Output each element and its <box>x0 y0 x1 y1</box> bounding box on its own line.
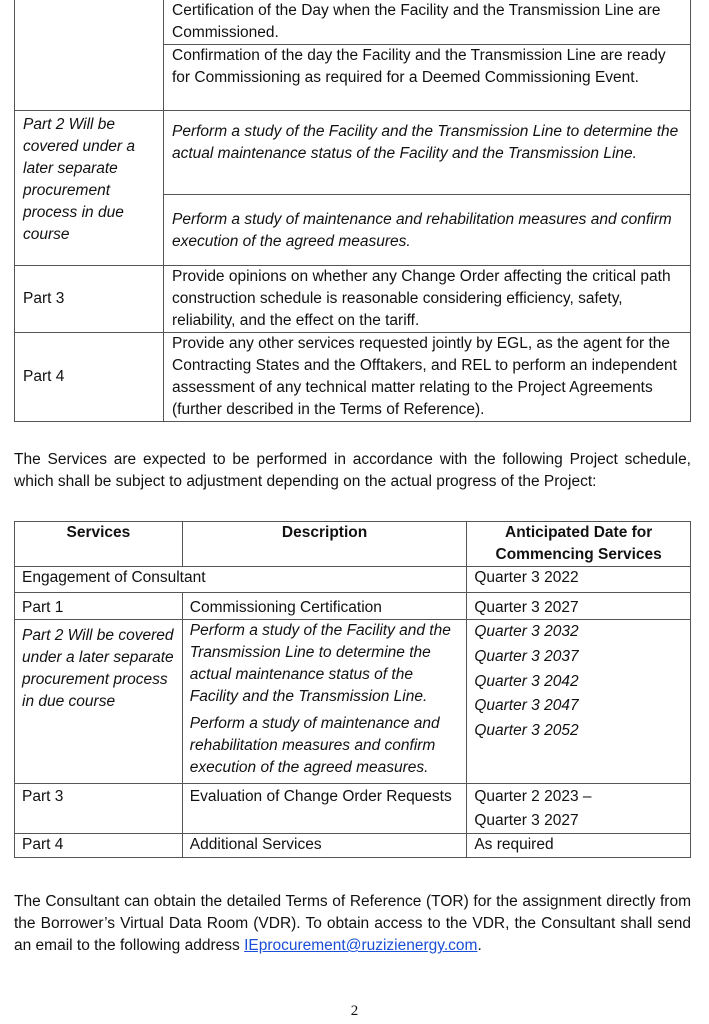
row-description: Certification of the Day when the Facility and the Transmission Line are Commissioned. <box>164 0 691 45</box>
part2-date: Quarter 3 2032 <box>474 623 579 640</box>
closing-period: . <box>477 937 482 954</box>
table-row <box>15 266 691 333</box>
part2-date: Quarter 3 2052 <box>474 722 579 740</box>
part4-description: Additional Services <box>182 834 467 858</box>
part3-label: Part 3 <box>15 266 164 333</box>
closing-text: The Consultant can obtain the detailed Terms of Reference (TOR) for the assignment directly from the Borrower’s Virtual Data Room (VDR). To obtain access to the VDR, the Consultant shall send an email to the following address <box>14 893 691 954</box>
part3-date-end: Quarter 3 2027 <box>474 812 579 829</box>
table-row <box>15 784 691 834</box>
part4-description: Provide any other services requested jointly by EGL, as the agent for the Contracting States and the Offtakers, and REL to perform an independent assessment of any technical matter relating to the Project Agreements (further described in the Terms of Reference). <box>164 333 691 422</box>
part3-date-start: Quarter 2 2023 – <box>474 788 592 805</box>
part4-service: Part 4 <box>15 834 183 858</box>
table-row <box>15 567 691 593</box>
services-table-continued <box>14 0 691 422</box>
schedule-intro-paragraph: The Services are expected to be performed in accordance with the following Project schedule, which shall be subject to adjustment depending on the actual progress of the Project: <box>14 451 691 490</box>
part2-dates <box>467 620 691 784</box>
part2-service-text: Part 2 Will be covered under a later separate procurement process in due course <box>22 627 174 710</box>
part3-dates <box>467 784 691 834</box>
project-schedule-table <box>14 521 691 858</box>
part1-service: Part 1 <box>15 593 183 620</box>
part2-service <box>15 620 183 784</box>
part1-date: Quarter 3 2027 <box>467 593 691 620</box>
header-description: Description <box>182 522 467 567</box>
engagement-date: Quarter 3 2022 <box>467 567 691 593</box>
part2-date: Quarter 3 2047 <box>474 697 579 715</box>
part2-description-a: Perform a study of the Facility and the Transmission Line to determine the actual maintenance status of the Facility and the Transmission Line. <box>189 622 451 705</box>
table-row <box>15 0 691 45</box>
header-services: Services <box>15 522 183 567</box>
table-row <box>15 834 691 858</box>
row-label-cell <box>15 0 164 111</box>
part2-description-b: Perform a study of maintenance and rehabilitation measures and confirm execution of the agreed measures. <box>164 195 691 266</box>
part1-description: Commissioning Certification <box>182 593 467 620</box>
part2-label: Part 2 Will be covered under a later separate procurement process in due course <box>15 111 164 266</box>
part4-label: Part 4 <box>15 333 164 422</box>
table-header-row <box>15 522 691 567</box>
part3-service: Part 3 <box>15 784 183 834</box>
part4-date: As required <box>467 834 691 858</box>
header-anticipated-date: Anticipated Date for Commencing Services <box>467 522 691 567</box>
part2-description <box>182 620 467 784</box>
part2-date: Quarter 3 2037 <box>474 647 579 665</box>
table-row <box>15 111 691 195</box>
part2-date: Quarter 3 2042 <box>474 672 579 690</box>
closing-paragraph <box>14 891 691 957</box>
row-description: Confirmation of the day the Facility and the Transmission Line are ready for Commissioning as required for a Deemed Commissioning Event. <box>164 45 691 111</box>
table-row <box>15 333 691 422</box>
engagement-label: Engagement of Consultant <box>15 567 467 593</box>
part2-description-a: Perform a study of the Facility and the Transmission Line to determine the actual maintenance status of the Facility and the Transmission Line. <box>164 111 691 195</box>
part3-description: Evaluation of Change Order Requests <box>182 784 467 834</box>
part3-description: Provide opinions on whether any Change Order affecting the critical path construction schedule is reasonable considering efficiency, safety, reliability, and the effect on the tariff. <box>164 266 691 333</box>
page-number: 2 <box>350 1003 359 1019</box>
table-row <box>15 620 691 784</box>
table-row <box>15 593 691 620</box>
email-link[interactable]: IEprocurement@ruzizienergy.com <box>244 937 478 954</box>
part2-description-b: Perform a study of maintenance and rehabilitation measures and confirm execution of the agreed measures. <box>189 715 440 776</box>
